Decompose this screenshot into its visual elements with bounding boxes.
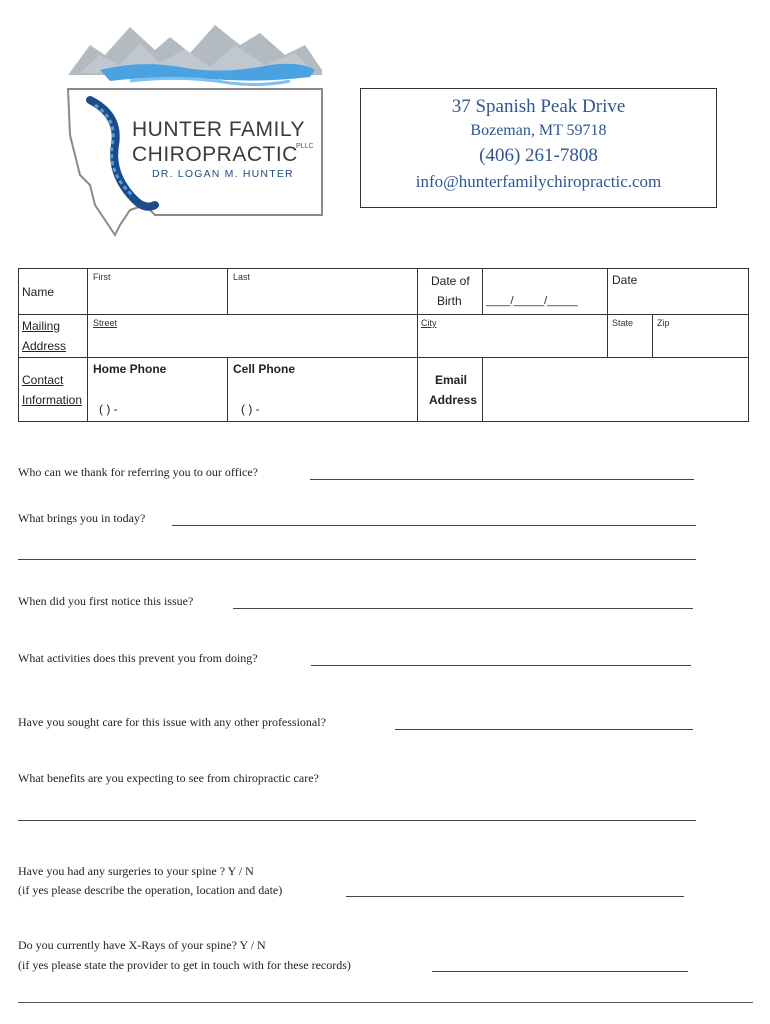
logo-pllc: PLLC [296, 143, 314, 150]
col-divider [87, 269, 88, 421]
dob-label-line2: Birth [437, 294, 462, 308]
state-label: State [612, 318, 634, 328]
question-xrays: Do you currently have X-Rays of your spine? Y / N [18, 938, 266, 952]
col-divider [482, 357, 483, 421]
col-divider [417, 269, 418, 357]
cell-phone-blank[interactable]: ( ) - [241, 402, 260, 416]
patient-info-table [18, 268, 749, 422]
question-first-notice: When did you first notice this issue? [18, 594, 194, 608]
col-divider [482, 269, 483, 314]
logo-name-line2: CHIROPRACTIC [132, 143, 298, 166]
answer-line[interactable] [18, 820, 696, 821]
street-label: Street [93, 318, 118, 328]
mailing-label-line2: Address [22, 339, 67, 353]
email-label-line2: Address [429, 393, 478, 407]
contact-label-line1: Contact [22, 373, 64, 387]
col-divider [227, 357, 228, 421]
col-divider [227, 269, 228, 314]
question-referral: Who can we thank for referring you to our office? [18, 465, 259, 479]
contact-label-line2: Information [22, 393, 83, 407]
question-activities: What activities does this prevent you from doing? [18, 651, 258, 665]
date-label: Date [612, 273, 638, 287]
question-spine-surgery: Have you had any surgeries to your spine ? Y / N [18, 864, 254, 878]
dob-blank[interactable]: ____/_____/_____ [486, 295, 578, 307]
logo-name-line1: HUNTER FAMILY [132, 118, 305, 141]
answer-line[interactable] [432, 971, 688, 972]
answer-line[interactable] [233, 608, 693, 609]
question-other-professional: Have you sought care for this issue with any other professional? [18, 715, 326, 729]
zip-label: Zip [657, 318, 670, 328]
row-divider [19, 314, 748, 315]
answer-line[interactable] [18, 559, 696, 560]
page-bottom-rule [18, 1002, 753, 1003]
practice-phone: (406) 261-7808 [479, 145, 598, 166]
practice-address: 37 Spanish Peak Drive [451, 96, 626, 117]
answer-line[interactable] [310, 479, 694, 480]
practice-email: info@hunterfamilychiropractic.com [415, 172, 662, 191]
first-name-label: First [93, 272, 111, 282]
question-expected-benefits: What benefits are you expecting to see from chiropractic care? [18, 771, 319, 785]
col-divider [417, 357, 418, 421]
logo-doctor-name: DR. LOGAN M. HUNTER [152, 168, 294, 180]
email-label-line1: Email [435, 373, 468, 387]
answer-line[interactable] [395, 729, 693, 730]
question-spine-surgery-detail: (if yes please describe the operation, location and date) [18, 883, 283, 897]
col-divider [652, 314, 653, 357]
practice-city: Bozeman, MT 59718 [470, 122, 607, 139]
contact-info-box [360, 88, 717, 208]
name-label: Name [22, 285, 55, 299]
question-reason-visit: What brings you in today? [18, 511, 146, 525]
home-phone-label: Home Phone [93, 362, 167, 376]
answer-line[interactable] [172, 525, 696, 526]
last-name-label: Last [233, 272, 251, 282]
dob-label-line1: Date of [431, 274, 470, 288]
question-xrays-detail: (if yes please state the provider to get in touch with for these records) [18, 958, 351, 972]
cell-phone-label: Cell Phone [233, 362, 296, 376]
col-divider [607, 269, 608, 357]
answer-line[interactable] [346, 896, 684, 897]
answer-line[interactable] [311, 665, 691, 666]
practice-logo [60, 15, 330, 240]
home-phone-blank[interactable]: ( ) - [99, 402, 118, 416]
mailing-label-line1: Mailing [22, 319, 61, 333]
city-label: City [421, 318, 437, 328]
row-divider [19, 357, 748, 358]
